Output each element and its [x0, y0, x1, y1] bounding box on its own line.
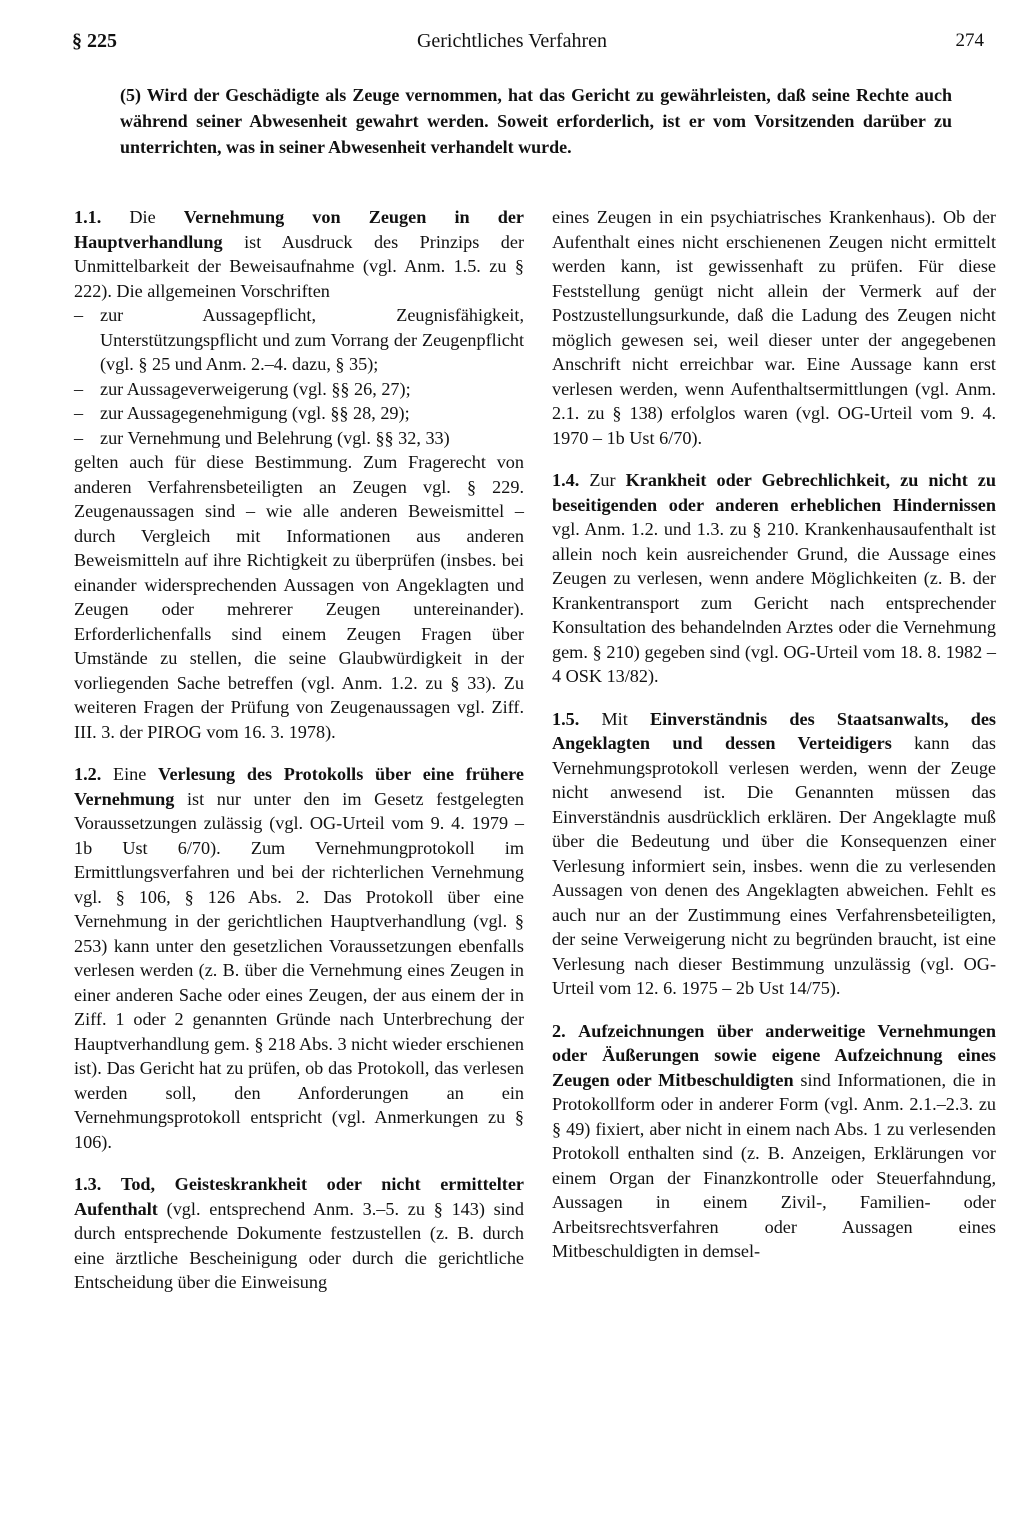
annotation-1-3: 1.3. Tod, Geisteskrankheit oder nicht ermittelter Aufenthalt (vgl. entsprechend Anm. 3.–5. zu § 143) sind durch entsprechende Dokumente festzustellen (z. B. durch eine ärztliche Bescheinigung oder durch die gerichtliche Entscheidung über die Einweisung	[74, 1174, 525, 1292]
annotation-1-4: 1.4. Zur Krankheit oder Gebrechlichkeit, zu nicht zu beseitigenden oder anderen erheblichen Hindernissen vgl. Anm. 1.2. und 1.3. zu § 210. Krankenhausaufenthalt ist allein noch kein ausreichender Grund, die Aussage eines Zeugen zu verlesen, wenn andere Möglichkeiten (z. B. der Krankentransport zum Gericht nach entsprechender Konsultation des behandelnden Arztes oder die Vernehmung gem. § 210) gegeben sind (vgl. OG-Urteil vom 18. 8. 1982 – 4 OSK 13/82).	[552, 470, 996, 686]
annotation-heading: Einverständnis des Staatsanwalts, des Angeklagten und dessen Verteidigers	[552, 708, 997, 753]
annotation-1-2: 1.2. Eine Verlesung des Protokolls über eine frühere Vernehmung ist nur unter den im Gesetz festgelegten Voraussetzungen zulässig (vgl. OG-Urteil vom 9. 4. 1979 – 1b Ust 6/70). Zum Vernehmungprotokoll im Ermittlungsverfahren und bei der richterlichen Vernehmung vgl. § 106, § 126 Abs. 2. Das Protokoll über eine Vernehmung in der gerichtlichen Hauptverhandlung (vgl. § 253) kann unter den gesetzlichen Voraussetzungen ebenfalls verlesen werden (z. B. über die Vernehmung eines Zeugen in einer anderen Sache oder eines Zeugen, der aus einem der in Ziff. 1 oder 2 genannten Gründe nach Unterbrechung der Hauptverhandlung gem. § 218 Abs. 3 nicht wieder erschienen ist). Das Gericht hat zu prüfen, ob das Protokoll, das verlesen werden soll, den Anforderungen an ein Vernehmungsprotokoll entspricht (vgl. Anmerkungen zu § 106).	[74, 764, 524, 1152]
statute-paragraph-5: (5) Wird der Geschädigte als Zeuge vernommen, hat das Gericht zu gewährleisten, daß seine Rechte auch während seiner Abwesenheit gewahrt werden. Soweit erforderlich, ist er vom Vorsitzenden darüber zu unterrichten, was in seiner Abwesenheit verhandelt wurde.	[120, 85, 952, 157]
annotation-heading: Vernehmung von Zeugen in der Hauptverhandlung	[74, 207, 525, 252]
annotation-1-1-continued: gelten auch für diese Bestimmung. Zum Fragerecht von anderen Verfahrensbeteiligten an Zeugen vgl. § 229. Zeugenaussagen sind – wie alle anderen Beweismittel – durch Vergleich mit Informationen aus anderen Beweismitteln auf ihre Richtigkeit zu überprüfen (insbes. bei einander widersprechenden Aussagen von Angeklagten und Zeugen oder mehrerer Zeugen untereinander). Erforderlichenfalls sind einem Zeugen Fragen über Umstände zu stellen, die seine Glaubwürdigkeit in der vorliegenden Sache betreffen (vgl. Anm. 1.2. zu § 33). Zu weiteren Fragen der Prüfung von Zeugenaussagen vgl. Ziff. III. 3. der PIROG vom 16. 3. 1978).	[74, 452, 524, 742]
annotation-heading: Aufzeichnungen über anderweitige Vernehmungen oder Äußerungen sowie eigene Aufzeichnung eines Zeugen oder Mitbeschuldigten	[552, 1020, 996, 1090]
right-column	[552, 205, 996, 1282]
annotation-number: 1.3.	[74, 1174, 102, 1194]
annotation-2: 2. Aufzeichnungen über anderweitige Vernehmungen oder Äußerungen sowie eigene Aufzeichnung eines Zeugen oder Mitbeschuldigten sind Informationen, die in Protokollform oder in anderer Form (vgl. Anm. 2.1.–2.3. zu § 49) fixiert, aber nicht in einem nach Abs. 1 zu verlesenden Protokoll enthalten sind (z. B. Anzeigen, Erklärungen vor einem Organ der Finanzkontrolle oder Steuerfahndung, Aussagen in einem Zivil-, Familien- oder Arbeitsrechtsverfahren oder Aussagen eines Mitbeschuldigten in demsel-	[552, 1020, 996, 1261]
list-item: – zur Aussagegenehmigung (vgl. §§ 28, 29);	[74, 403, 410, 423]
annotation-number: 2.	[552, 1020, 566, 1041]
annotation-number: 1.4.	[552, 470, 580, 490]
annotation-heading: Tod, Geisteskrankheit oder nicht ermittelter Aufenthalt	[74, 1174, 525, 1219]
annotation-heading: Verlesung des Protokolls über eine frühere Vernehmung	[74, 764, 524, 809]
annotation-1-3-continued: eines Zeugen in ein psychiatrisches Krankenhaus). Ob der Aufenthalt eines nicht erschienenen Zeugen nicht ermittelt werden kann, ist gewissenhaft zu prüfen. Für diese Feststellung genügt nicht allein der Vermerk auf der Postzustellungsurkunde, daß die Ladung des Zeugen nicht möglich gewesen sei, weil dieser unter der angegebenen Anschrift nicht erreichbar war. Eine Aussage kann erst verlesen werden, wenn Aufenthaltsermittlungen (vgl. Anm. 2.1. zu § 138) erfolglos waren (vgl. OG-Urteil vom 9. 4. 1970 – 1b Ust 6/70).	[552, 207, 996, 448]
annotation-number: 1.2.	[74, 764, 102, 784]
rules-list	[74, 303, 524, 450]
annotation-number: 1.5.	[552, 708, 580, 729]
annotation-heading: Krankheit oder Gebrechlichkeit, zu nicht zu beseitigenden oder anderen erheblichen Hindernissen	[552, 470, 996, 515]
running-title: Gerichtliches Verfahren	[416, 30, 608, 52]
annotation-number: 1.1.	[74, 207, 102, 227]
left-column	[74, 205, 524, 1295]
annotation-1-1: 1.1. Die Vernehmung von Zeugen in der Hauptverhandlung ist Ausdruck des Prinzips der Unmittelbarkeit der Beweisaufnahme (vgl. Anm. 1.5. zu § 222). Die allgemeinen Vorschriften	[74, 207, 525, 301]
annotation-1-5: 1.5. Mit Einverständnis des Staatsanwalts, des Angeklagten und dessen Verteidigers kann das Vernehmungsprotokoll verlesen werden, wenn der Zeuge nicht anwesend ist. Die Genannten müssen das Einverständnis ausdrücklich erklären. Der Angeklagte muß über die Bedeutung und über die Konsequenzen einer Verlesung informiert sein, insbes. wenn die zu verlesenden Aussagen von denen des Angeklagten abweichen. Fehlt es auch nur an der Zustimmung eines Verfahrensbeteiligten, der seine Verweigerung nicht zu begründen braucht, ist eine Verlesung nach dieser Bestimmung unzulässig (vgl. OG-Urteil vom 12. 6. 1975 – 2b Ust 14/75).	[552, 708, 997, 998]
list-item: – zur Vernehmung und Belehrung (vgl. §§ 32, 33)	[74, 427, 450, 448]
section-number: § 225	[72, 30, 117, 52]
list-item: – zur Aussagepflicht, Zeugnisfähigkeit, Unterstützungspflicht und zum Vorrang der Zeugenpflicht (vgl. § 25 und Anm. 2.–4. dazu, § 35);	[74, 305, 524, 374]
page-header	[0, 30, 1024, 60]
list-item: – zur Aussageverweigerung (vgl. §§ 26, 27);	[74, 378, 411, 399]
page-number: 274	[955, 30, 984, 51]
